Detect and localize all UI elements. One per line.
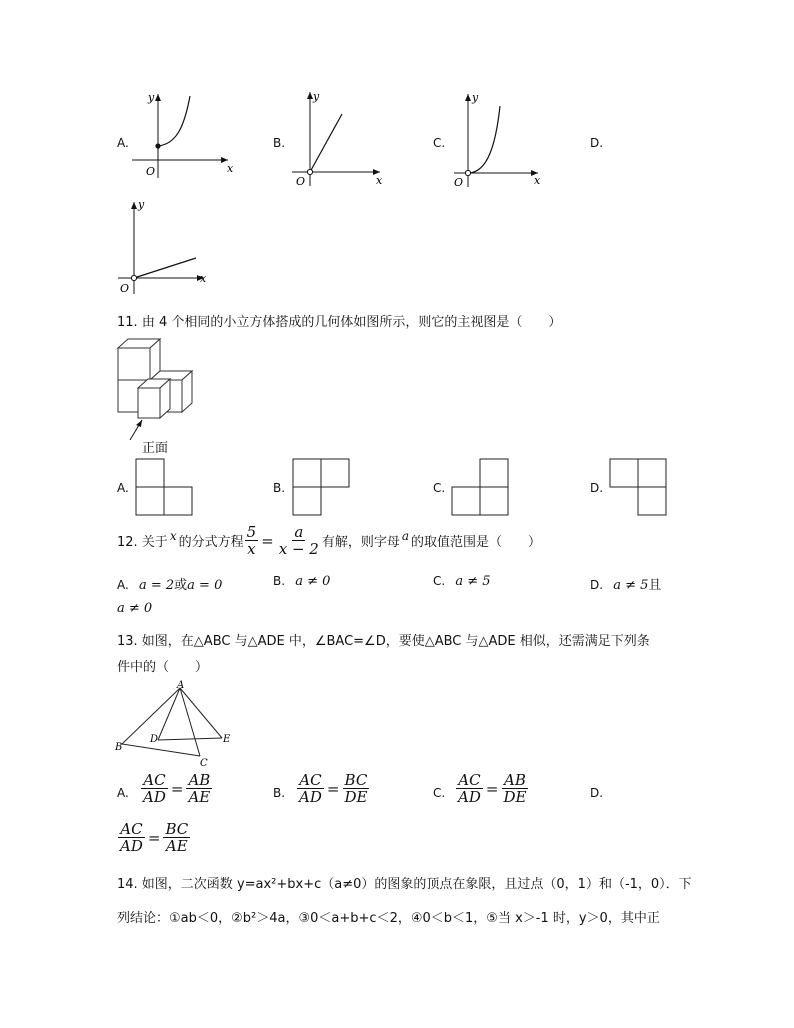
q13-a-eq: = <box>170 779 184 798</box>
q13-a-d1: AD <box>143 788 166 806</box>
q13-d-n2: BC <box>165 820 189 838</box>
q10-option-a-label: A. <box>117 136 129 150</box>
q13-label-b: B <box>115 742 123 753</box>
q10-graph-c <box>452 88 552 188</box>
q13-c-d1: AD <box>458 788 481 806</box>
q12-option-d[interactable] <box>590 574 661 593</box>
q12-prefix: 12. 关于 <box>117 535 168 550</box>
q10-b-y-label: y <box>313 90 320 103</box>
q12-option-a-expr-2: a = 0 <box>187 578 223 593</box>
q10-graph-b <box>290 88 390 188</box>
q13-triangle-figure <box>114 680 240 770</box>
q13-b-n1: AC <box>299 771 322 789</box>
q13-option-c-expr[interactable] <box>455 772 529 805</box>
q13-option-a-expr[interactable] <box>140 772 213 805</box>
q12-frac1-num: 5 <box>246 523 257 541</box>
q10-b-origin: O <box>296 175 306 188</box>
q12-option-a-label: A. <box>117 578 129 592</box>
q10-graph-d <box>116 196 216 296</box>
q13-b-eq: = <box>326 779 340 798</box>
q11-number: 11. <box>117 315 138 330</box>
q13-b-d2: DE <box>344 788 368 806</box>
q10-option-d-label: D. <box>590 136 604 150</box>
q13-line-2: 件中的（ ） <box>117 660 209 675</box>
q13-c-eq: = <box>485 779 499 798</box>
q13-d-n1: AC <box>120 820 143 838</box>
q10-c-x-label: x <box>534 174 541 187</box>
q11-text: 由 4 个相同的小立方体搭成的几何体如图所示，则它的主视图是（ ） <box>141 315 562 330</box>
q12-option-c-label: C. <box>433 574 446 588</box>
q12-mid: 的分式方程 <box>178 535 244 550</box>
q13-label-d: D <box>150 734 159 745</box>
q13-c-n2: AB <box>504 771 526 789</box>
q12-frac1-den: x <box>247 540 256 558</box>
q12-option-c-expr: a ≠ 5 <box>455 574 491 589</box>
q13-c-n1: AC <box>458 771 481 789</box>
q13-d-d1: AD <box>120 837 143 855</box>
q10-d-origin: O <box>120 282 130 295</box>
q12-option-d-line2: a ≠ 0 <box>117 601 153 616</box>
q11-option-c-label: C. <box>433 481 446 495</box>
q10-a-y-label: y <box>148 91 155 104</box>
q10-option-b-label: B. <box>273 136 286 150</box>
q10-a-x-label: x <box>227 162 234 175</box>
q12-question <box>117 524 541 557</box>
q13-label-a: A <box>177 680 185 691</box>
q13-d-d2: AE <box>165 837 188 855</box>
q12-frac2-num: a <box>294 523 304 541</box>
q13-b-d1: AD <box>299 788 322 806</box>
q12-option-d-and: 且 <box>648 578 662 593</box>
q10-a-origin: O <box>146 165 156 178</box>
q10-c-origin: O <box>454 176 464 188</box>
q11-option-a-label: A. <box>117 481 129 495</box>
q11-option-b-label: B. <box>273 481 286 495</box>
q14-line-2: 列结论：①ab＜0，②b²＞4a，③0＜a+b+c＜2，④0＜b＜1，⑤当 x＞-1 时，y＞0，其中正 <box>117 911 660 926</box>
q10-b-x-label: x <box>376 174 383 187</box>
q13-c-d2: DE <box>503 788 527 806</box>
q12-option-b-label: B. <box>273 574 286 588</box>
q13-a-d2: AE <box>188 788 211 806</box>
q12-option-b[interactable] <box>273 574 330 589</box>
q13-option-b-expr[interactable] <box>296 772 370 805</box>
q13-label-c: C <box>200 758 208 769</box>
q12-suffix-1: 有解，则字母 <box>321 535 400 550</box>
q11-front-label: 正面 <box>142 441 169 456</box>
q13-line-1: 13. 如图，在△ABC 与△ADE 中，∠BAC=∠D，要使△ABC 与△ADE 相似，还需满足下列条 <box>117 634 650 649</box>
q12-var-a: a <box>401 528 410 543</box>
q10-d-x-label: x <box>200 272 207 285</box>
q12-equals: = <box>261 531 274 550</box>
q12-option-a-or: 或 <box>174 578 188 593</box>
q12-fraction-2 <box>277 524 321 557</box>
q12-option-a[interactable] <box>117 574 222 593</box>
q13-label-e: E <box>223 734 231 745</box>
q12-option-d-expr: a ≠ 5 <box>613 578 649 593</box>
q12-fraction-1 <box>245 524 259 557</box>
q13-a-n1: AC <box>143 771 166 789</box>
q13-option-d-expr[interactable] <box>117 821 191 854</box>
q11-option-c-figure[interactable] <box>450 457 512 519</box>
q14-line-1: 14. 如图，二次函数 y=ax²+bx+c（a≠0）的图象的顶点在象限，且过点（0，1）和（-1，0）．下 <box>117 877 692 892</box>
q13-option-d-label: D. <box>590 786 604 800</box>
q10-c-y-label: y <box>472 91 479 104</box>
q13-option-a-label: A. <box>117 786 129 800</box>
q12-option-b-expr: a ≠ 0 <box>295 574 331 589</box>
q11-option-a-figure[interactable] <box>134 457 196 519</box>
q10-option-c-label: C. <box>433 136 446 150</box>
q12-frac2-den: x − 2 <box>278 540 319 558</box>
q12-suffix-2: 的取值范围是（ ） <box>411 535 542 550</box>
q12-option-a-expr-1: a = 2 <box>138 578 175 593</box>
q13-a-n2: AB <box>188 771 211 789</box>
q10-graph-a <box>128 88 238 180</box>
q11-option-b-figure[interactable] <box>291 457 353 519</box>
q12-option-d-label: D. <box>590 578 604 592</box>
q13-option-b-label: B. <box>273 786 286 800</box>
q11-question <box>117 311 561 330</box>
q12-option-c[interactable] <box>433 574 491 589</box>
q13-d-eq: = <box>147 828 161 847</box>
q13-option-c-label: C. <box>433 786 446 800</box>
q11-option-d-figure[interactable] <box>608 457 670 519</box>
q13-b-n2: BC <box>344 771 368 789</box>
q11-option-d-label: D. <box>590 481 604 495</box>
q10-d-y-label: y <box>138 198 145 211</box>
q12-var-x: x <box>169 528 177 543</box>
